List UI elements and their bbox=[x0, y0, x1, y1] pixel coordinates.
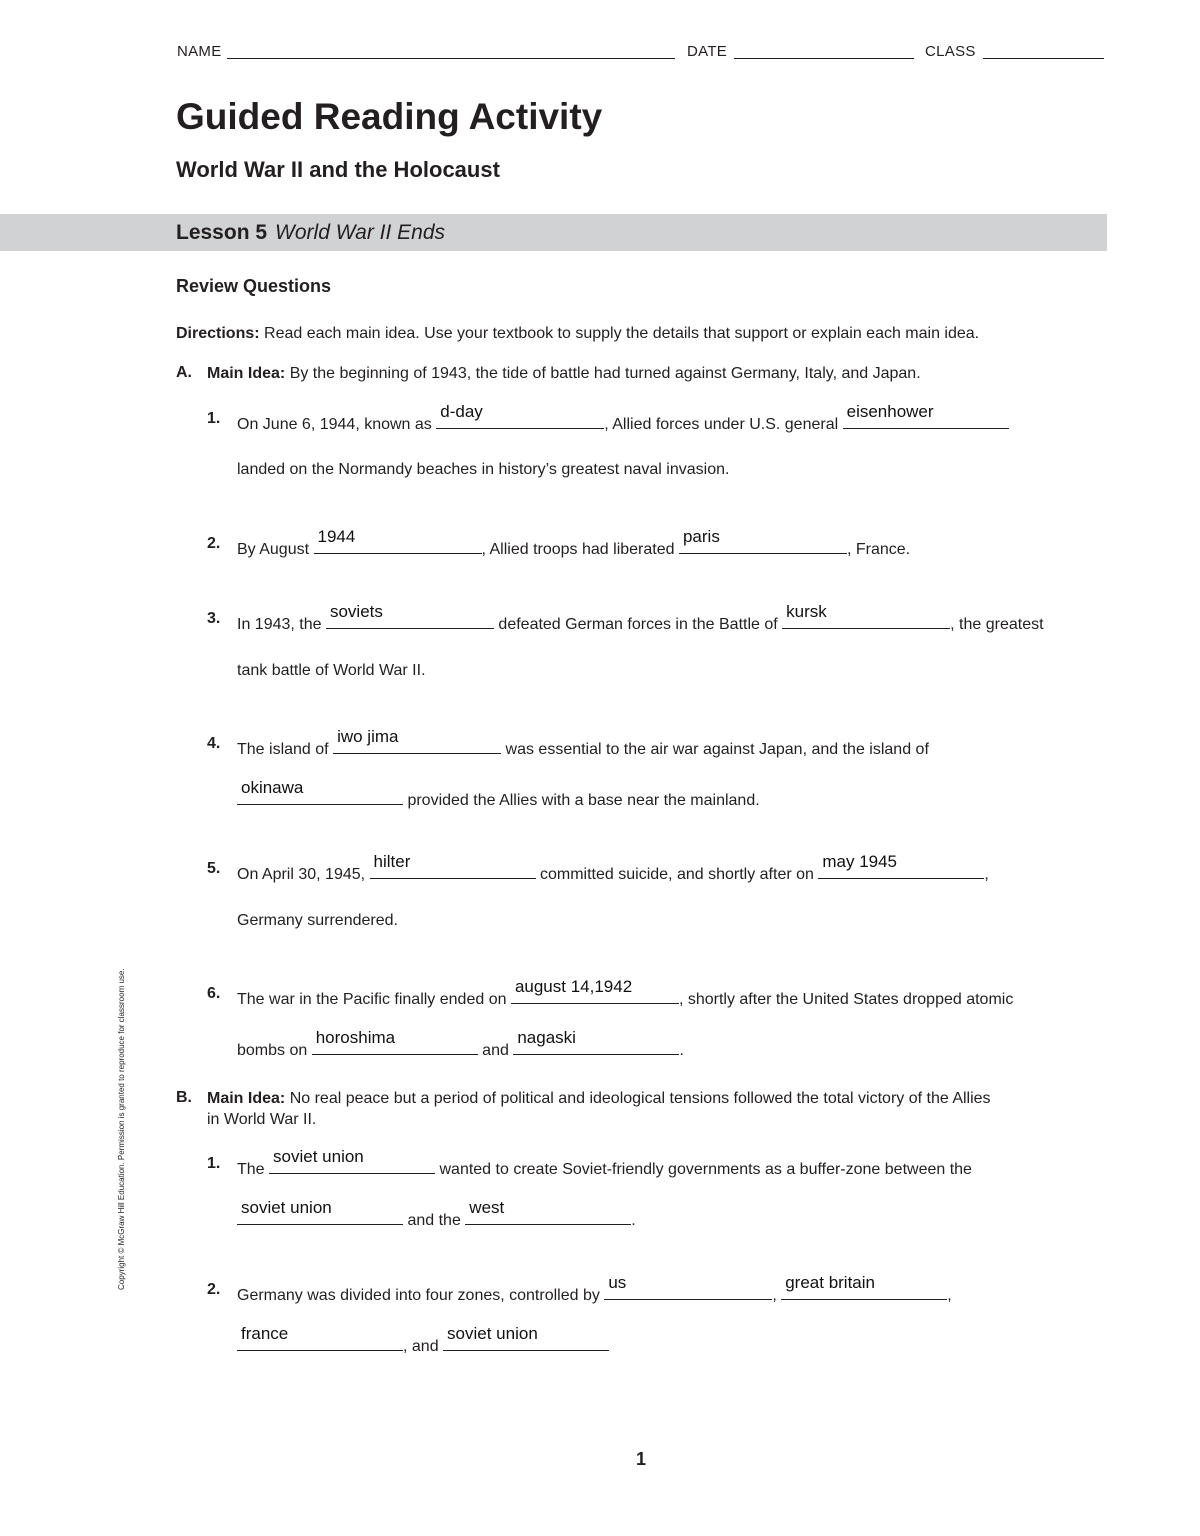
main-idea-text: By the beginning of 1943, the tide of battle had turned against Germany, Italy, and Japan. bbox=[289, 365, 921, 382]
question-text: The bbox=[237, 1161, 265, 1178]
question-text: was essential to the air war against Japan, and the island of bbox=[505, 741, 929, 758]
answer-text: nagaski bbox=[517, 1028, 576, 1047]
question-text: On April 30, 1945, bbox=[237, 866, 366, 883]
question-text: defeated German forces in the Battle of bbox=[498, 616, 778, 633]
question-text: bombs on bbox=[237, 1042, 308, 1059]
answer-text: 1944 bbox=[317, 527, 356, 546]
answer-text: hilter bbox=[373, 852, 411, 871]
answer-blank[interactable] bbox=[782, 602, 950, 629]
question-text: , bbox=[984, 866, 989, 883]
question-text: , shortly after the United States dropped atomic bbox=[678, 991, 1014, 1008]
question-number: 2. bbox=[207, 535, 221, 552]
main-idea-text: in World War II. bbox=[207, 1111, 317, 1128]
main-idea-label: Main Idea: bbox=[207, 365, 286, 382]
question-text: , France. bbox=[846, 541, 911, 558]
answer-text: august 14,1942 bbox=[514, 977, 633, 996]
answer-text: west bbox=[469, 1198, 505, 1217]
question-text: On June 6, 1944, known as bbox=[237, 416, 432, 433]
question-a1-line1 bbox=[237, 402, 1009, 435]
directions-label: Directions: bbox=[176, 325, 260, 342]
question-text: wanted to create Soviet-friendly governments as a buffer-zone between the bbox=[439, 1161, 972, 1178]
question-text: and bbox=[482, 1042, 509, 1059]
directions-text: Read each main idea. Use your textbook to supply the details that support or explain each main idea. bbox=[264, 325, 980, 342]
answer-text: great britain bbox=[785, 1273, 875, 1292]
answer-text: soviet union bbox=[447, 1324, 538, 1343]
question-text: , Allied forces under U.S. general bbox=[604, 416, 839, 433]
question-text: . bbox=[679, 1042, 684, 1059]
question-number: 3. bbox=[207, 610, 221, 627]
question-text: In 1943, the bbox=[237, 616, 322, 633]
section-a-letter: A. bbox=[176, 364, 192, 381]
question-b1-line1 bbox=[237, 1147, 972, 1180]
answer-blank[interactable] bbox=[781, 1273, 947, 1300]
question-number: 5. bbox=[207, 860, 221, 877]
answer-blank[interactable] bbox=[237, 778, 403, 805]
question-text: Germany was divided into four zones, controlled by bbox=[237, 1287, 600, 1304]
question-b2-line1 bbox=[237, 1273, 952, 1306]
question-a4-line2 bbox=[237, 778, 760, 811]
lesson-number: Lesson 5 bbox=[176, 221, 268, 244]
answer-text: d-day bbox=[440, 402, 483, 421]
answer-blank[interactable] bbox=[237, 1198, 403, 1225]
answer-blank[interactable] bbox=[513, 1028, 679, 1055]
answer-blank[interactable] bbox=[269, 1147, 435, 1174]
question-a3-line1 bbox=[237, 602, 1044, 635]
class-field[interactable] bbox=[983, 58, 1104, 59]
copyright-notice: Copyright © McGraw Hill Education. Permission is granted to reproduce for classroom use. bbox=[117, 968, 126, 1290]
page-subtitle: World War II and the Holocaust bbox=[176, 157, 500, 182]
question-text: The island of bbox=[237, 741, 329, 758]
section-a-main-idea bbox=[207, 364, 921, 384]
answer-blank[interactable] bbox=[370, 852, 536, 879]
question-text: landed on the Normandy beaches in history’s greatest naval invasion. bbox=[237, 461, 730, 478]
question-number: 1. bbox=[207, 410, 221, 427]
lesson-band bbox=[0, 214, 1107, 251]
name-label: NAME bbox=[177, 43, 222, 60]
question-text: provided the Allies with a base near the mainland. bbox=[407, 792, 760, 809]
answer-blank[interactable] bbox=[326, 602, 494, 629]
section-b-letter: B. bbox=[176, 1089, 192, 1106]
answer-text: okinawa bbox=[241, 778, 304, 797]
question-number: 2. bbox=[207, 1281, 221, 1298]
answer-text: soviets bbox=[329, 602, 383, 621]
answer-blank[interactable] bbox=[333, 727, 501, 754]
answer-text: eisenhower bbox=[846, 402, 934, 421]
section-b-main-idea bbox=[207, 1089, 991, 1109]
question-text: tank battle of World War II. bbox=[237, 662, 426, 679]
answer-blank[interactable] bbox=[443, 1324, 609, 1351]
question-a2-line1 bbox=[237, 527, 911, 560]
question-a6-line1 bbox=[237, 977, 1014, 1010]
answer-blank[interactable] bbox=[465, 1198, 631, 1225]
question-text: , and bbox=[403, 1338, 439, 1355]
question-number: 6. bbox=[207, 985, 221, 1002]
directions bbox=[176, 324, 979, 344]
question-text: The war in the Pacific finally ended on bbox=[237, 991, 507, 1008]
answer-text: horoshima bbox=[315, 1028, 396, 1047]
question-text: committed suicide, and shortly after on bbox=[540, 866, 814, 883]
answer-blank[interactable] bbox=[314, 527, 482, 554]
answer-text: iwo jima bbox=[337, 727, 399, 746]
question-a6-line2 bbox=[237, 1028, 684, 1061]
answer-blank[interactable] bbox=[237, 1324, 403, 1351]
name-field[interactable] bbox=[227, 58, 675, 59]
date-field[interactable] bbox=[734, 58, 914, 59]
question-text: , the greatest bbox=[950, 616, 1044, 633]
question-text: , Allied troops had liberated bbox=[481, 541, 675, 558]
answer-blank[interactable] bbox=[604, 1273, 772, 1300]
answer-text: us bbox=[608, 1273, 627, 1292]
lesson-title: World War II Ends bbox=[275, 221, 446, 244]
answer-text: soviet union bbox=[273, 1147, 364, 1166]
main-idea-text: No real peace but a period of political and ideological tensions followed the total victory of the Allies bbox=[289, 1090, 991, 1107]
question-text: , bbox=[772, 1287, 777, 1304]
question-text: and the bbox=[407, 1212, 461, 1229]
question-a4-line1 bbox=[237, 727, 929, 760]
answer-blank[interactable] bbox=[679, 527, 847, 554]
page-title: Guided Reading Activity bbox=[176, 96, 603, 137]
lesson-heading bbox=[176, 221, 445, 245]
question-text: Germany surrendered. bbox=[237, 912, 398, 929]
answer-blank[interactable] bbox=[312, 1028, 478, 1055]
answer-text: soviet union bbox=[241, 1198, 332, 1217]
answer-blank[interactable] bbox=[511, 977, 679, 1004]
answer-text: france bbox=[241, 1324, 289, 1343]
question-number: 4. bbox=[207, 735, 221, 752]
question-b2-line2 bbox=[237, 1324, 609, 1357]
class-label: CLASS bbox=[925, 43, 976, 60]
section-title: Review Questions bbox=[176, 276, 332, 296]
answer-text: may 1945 bbox=[822, 852, 898, 871]
answer-text: kursk bbox=[786, 602, 827, 621]
question-number: 1. bbox=[207, 1155, 221, 1172]
question-text: , bbox=[947, 1287, 952, 1304]
main-idea-label: Main Idea: bbox=[207, 1090, 286, 1107]
answer-blank[interactable] bbox=[843, 402, 1009, 429]
page-number: 1 bbox=[636, 1449, 647, 1469]
date-label: DATE bbox=[687, 43, 728, 60]
question-text: . bbox=[631, 1212, 636, 1229]
question-b1-line2 bbox=[237, 1198, 636, 1231]
question-a5-line1 bbox=[237, 852, 989, 885]
question-text: By August bbox=[237, 541, 310, 558]
answer-blank[interactable] bbox=[436, 402, 604, 429]
answer-blank[interactable] bbox=[818, 852, 984, 879]
answer-text: paris bbox=[682, 527, 720, 546]
